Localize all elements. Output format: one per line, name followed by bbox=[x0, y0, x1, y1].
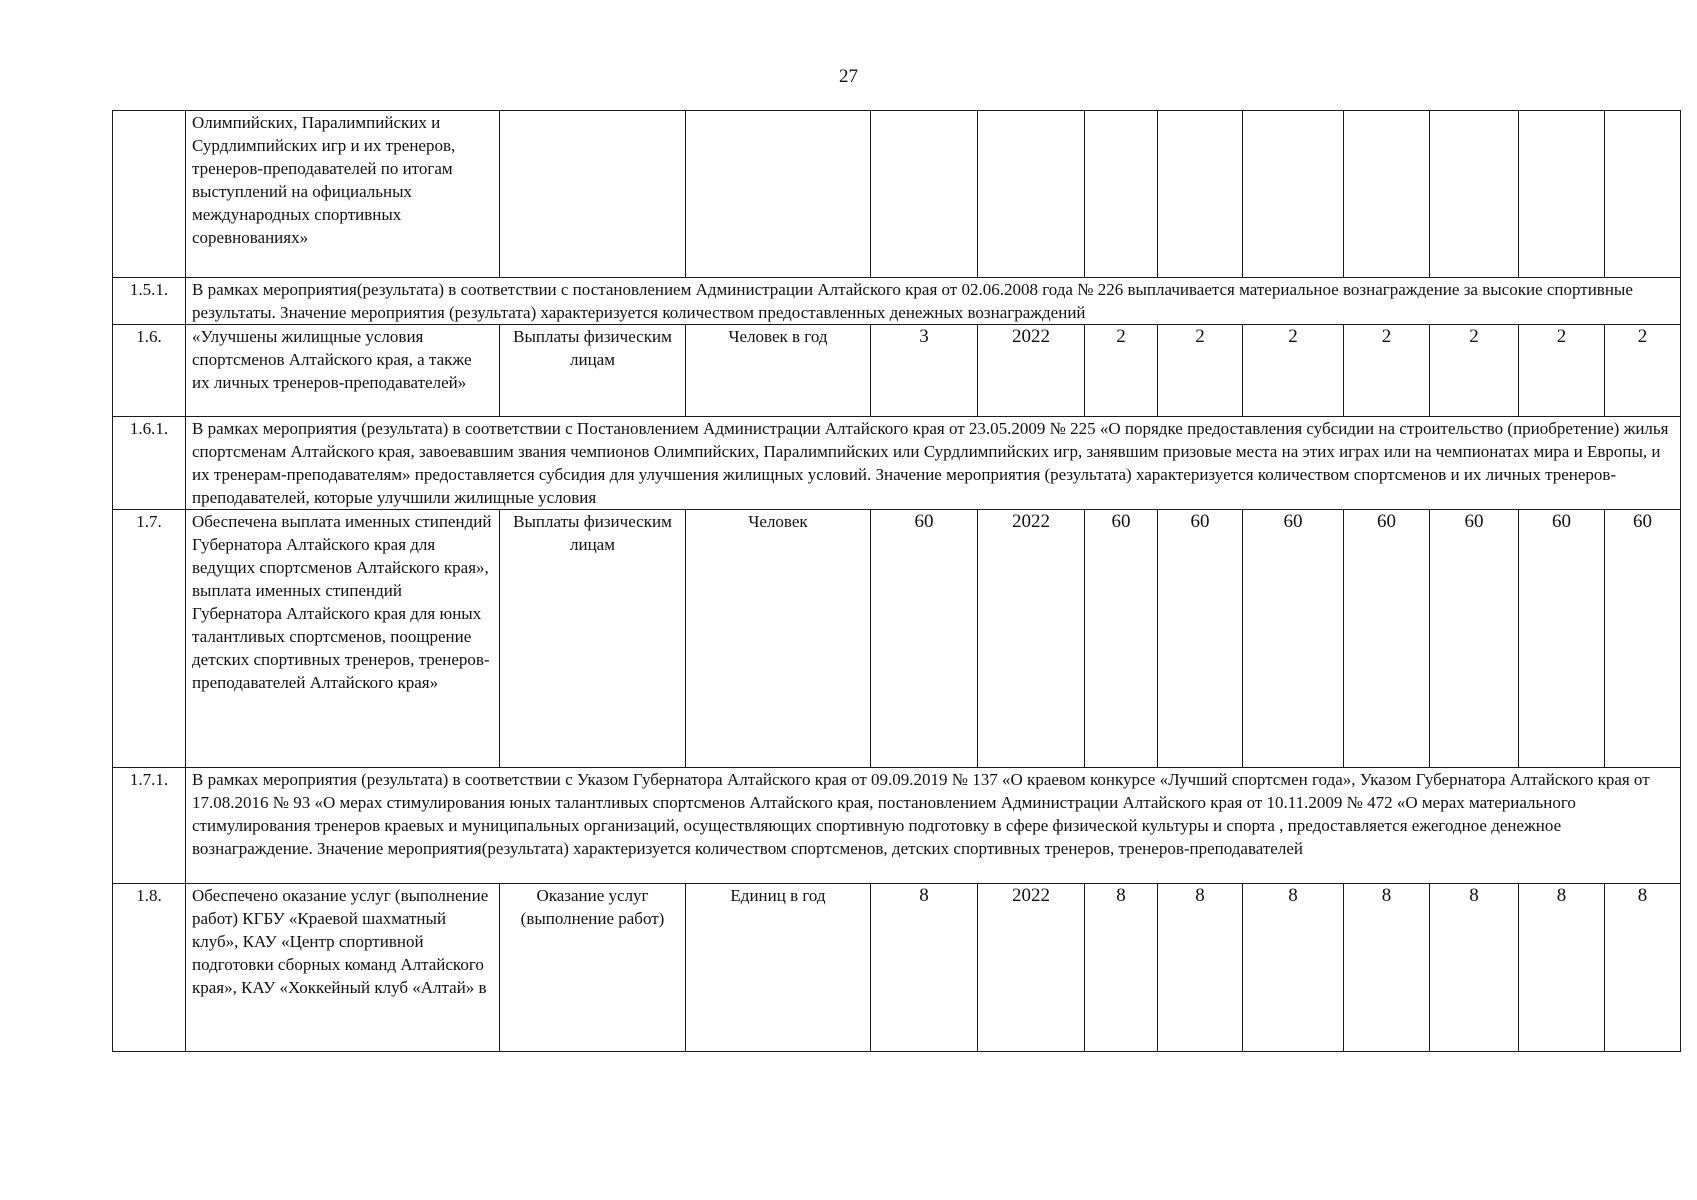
value-cell: 60 bbox=[1243, 510, 1344, 768]
row-number: 1.8. bbox=[113, 884, 186, 1052]
table-row bbox=[113, 278, 1681, 325]
value-cell: 60 bbox=[1085, 510, 1158, 768]
payment-type bbox=[500, 111, 686, 278]
value-cell: 2 bbox=[1158, 325, 1243, 417]
row-description: В рамках мероприятия (результата) в соответствии с Указом Губернатора Алтайского края от 09.09.2019 № 137 «О краевом конкурсе «Лучший спортсмен года», Указом Губернатора Алтайского края от 17.08.2016 № 93 «О мерах стимулирования юных талантливых спортсменов Алтайского края, постановлением Администрации Алтайского края от 10.11.2009 № 472 «О мерах материального стимулирования тренеров краевых и муниципальных организаций, осуществляющих спортивную подготовку в сфере физической культуры и спорта , предоставляется ежегодное денежное вознаграждение. Значение мероприятия(результата) характеризуется количеством спортсменов, детских спортивных тренеров, тренеров-преподавателей bbox=[186, 768, 1681, 884]
table-row bbox=[113, 325, 1681, 417]
row-number: 1.7. bbox=[113, 510, 186, 768]
page-number: 27 bbox=[839, 66, 858, 87]
base-year: 2022 bbox=[978, 884, 1085, 1052]
value-cell: 2 bbox=[1344, 325, 1430, 417]
value-cell bbox=[1519, 111, 1605, 278]
row-description: В рамках мероприятия (результата) в соответствии с Постановлением Администрации Алтайского края от 23.05.2009 № 225 «О порядке предоставления субсидии на строительство (приобретение) жилья спортсменам Алтайского края, завоевавшим звания чемпионов Олимпийских, Паралимпийских или Сурдлимпийских игр, занявшим призовые места на этих играх или на чемпионатах мира и Европы, и их тренерам-преподавателям» предоставляется субсидия для улучшения жилищных условий. Значение мероприятия (результата) характеризуется количеством спортсменов и их личных тренеров-преподавателей, которые улучшили жилищные условия bbox=[186, 417, 1681, 510]
value-cell: 8 bbox=[1519, 884, 1605, 1052]
value-cell: 8 bbox=[1085, 884, 1158, 1052]
value-cell bbox=[1605, 111, 1681, 278]
payment-type: Оказание услуг (выполнение работ) bbox=[500, 884, 686, 1052]
result-name: Обеспечена выплата именных стипендий Губернатора Алтайского края для ведущих спортсменов Алтайского края», выплата именных стипендий Губернатора Алтайского края для юных талантливых спортсменов, поощрение детских спортивных тренеров, тренеров-преподавателей Алтайского края» bbox=[186, 510, 500, 768]
value-cell: 60 bbox=[1344, 510, 1430, 768]
value-cell: 2 bbox=[1605, 325, 1681, 417]
base-value bbox=[871, 111, 978, 278]
value-cell bbox=[1344, 111, 1430, 278]
result-name: Олимпийских, Паралимпийских и Сурдлимпийских игр и их тренеров, тренеров-преподавателей по итогам выступлений на официальных международных спортивных соревнованиях» bbox=[186, 111, 500, 278]
table-row bbox=[113, 417, 1681, 510]
row-description: В рамках мероприятия(результата) в соответствии с постановлением Администрации Алтайского края от 02.06.2008 года № 226 выплачивается материальное вознаграждение за высокие спортивные результаты. Значение мероприятия (результата) характеризуется количеством предоставленных денежных вознаграждений bbox=[186, 278, 1681, 325]
table-row bbox=[113, 884, 1681, 1052]
row-number: 1.7.1. bbox=[113, 768, 186, 884]
unit bbox=[686, 111, 871, 278]
payment-type: Выплаты физическим лицам bbox=[500, 325, 686, 417]
value-cell: 60 bbox=[1158, 510, 1243, 768]
value-cell: 8 bbox=[1430, 884, 1519, 1052]
base-year: 2022 bbox=[978, 510, 1085, 768]
value-cell: 2 bbox=[1519, 325, 1605, 417]
base-value: 3 bbox=[871, 325, 978, 417]
value-cell: 60 bbox=[1519, 510, 1605, 768]
value-cell bbox=[1158, 111, 1243, 278]
result-name: «Улучшены жилищные условия спортсменов Алтайского края, а также их личных тренеров-преподавателей» bbox=[186, 325, 500, 417]
base-value: 60 bbox=[871, 510, 978, 768]
row-number: 1.5.1. bbox=[113, 278, 186, 325]
row-number bbox=[113, 111, 186, 278]
value-cell: 8 bbox=[1243, 884, 1344, 1052]
value-cell: 2 bbox=[1430, 325, 1519, 417]
unit: Человек bbox=[686, 510, 871, 768]
base-value: 8 bbox=[871, 884, 978, 1052]
base-year: 2022 bbox=[978, 325, 1085, 417]
value-cell: 8 bbox=[1605, 884, 1681, 1052]
value-cell: 2 bbox=[1243, 325, 1344, 417]
table-row bbox=[113, 111, 1681, 278]
value-cell bbox=[1430, 111, 1519, 278]
value-cell: 60 bbox=[1430, 510, 1519, 768]
unit: Человек в год bbox=[686, 325, 871, 417]
value-cell: 8 bbox=[1158, 884, 1243, 1052]
indicators-table bbox=[112, 110, 1681, 1052]
row-number: 1.6.1. bbox=[113, 417, 186, 510]
table-row bbox=[113, 768, 1681, 884]
row-number: 1.6. bbox=[113, 325, 186, 417]
unit: Единиц в год bbox=[686, 884, 871, 1052]
value-cell bbox=[1085, 111, 1158, 278]
table-row bbox=[113, 510, 1681, 768]
value-cell: 60 bbox=[1605, 510, 1681, 768]
payment-type: Выплаты физическим лицам bbox=[500, 510, 686, 768]
value-cell bbox=[1243, 111, 1344, 278]
base-year bbox=[978, 111, 1085, 278]
value-cell: 8 bbox=[1344, 884, 1430, 1052]
value-cell: 2 bbox=[1085, 325, 1158, 417]
result-name: Обеспечено оказание услуг (выполнение работ) КГБУ «Краевой шахматный клуб», КАУ «Центр спортивной подготовки сборных команд Алтайского края», КАУ «Хоккейный клуб «Алтай» в bbox=[186, 884, 500, 1052]
